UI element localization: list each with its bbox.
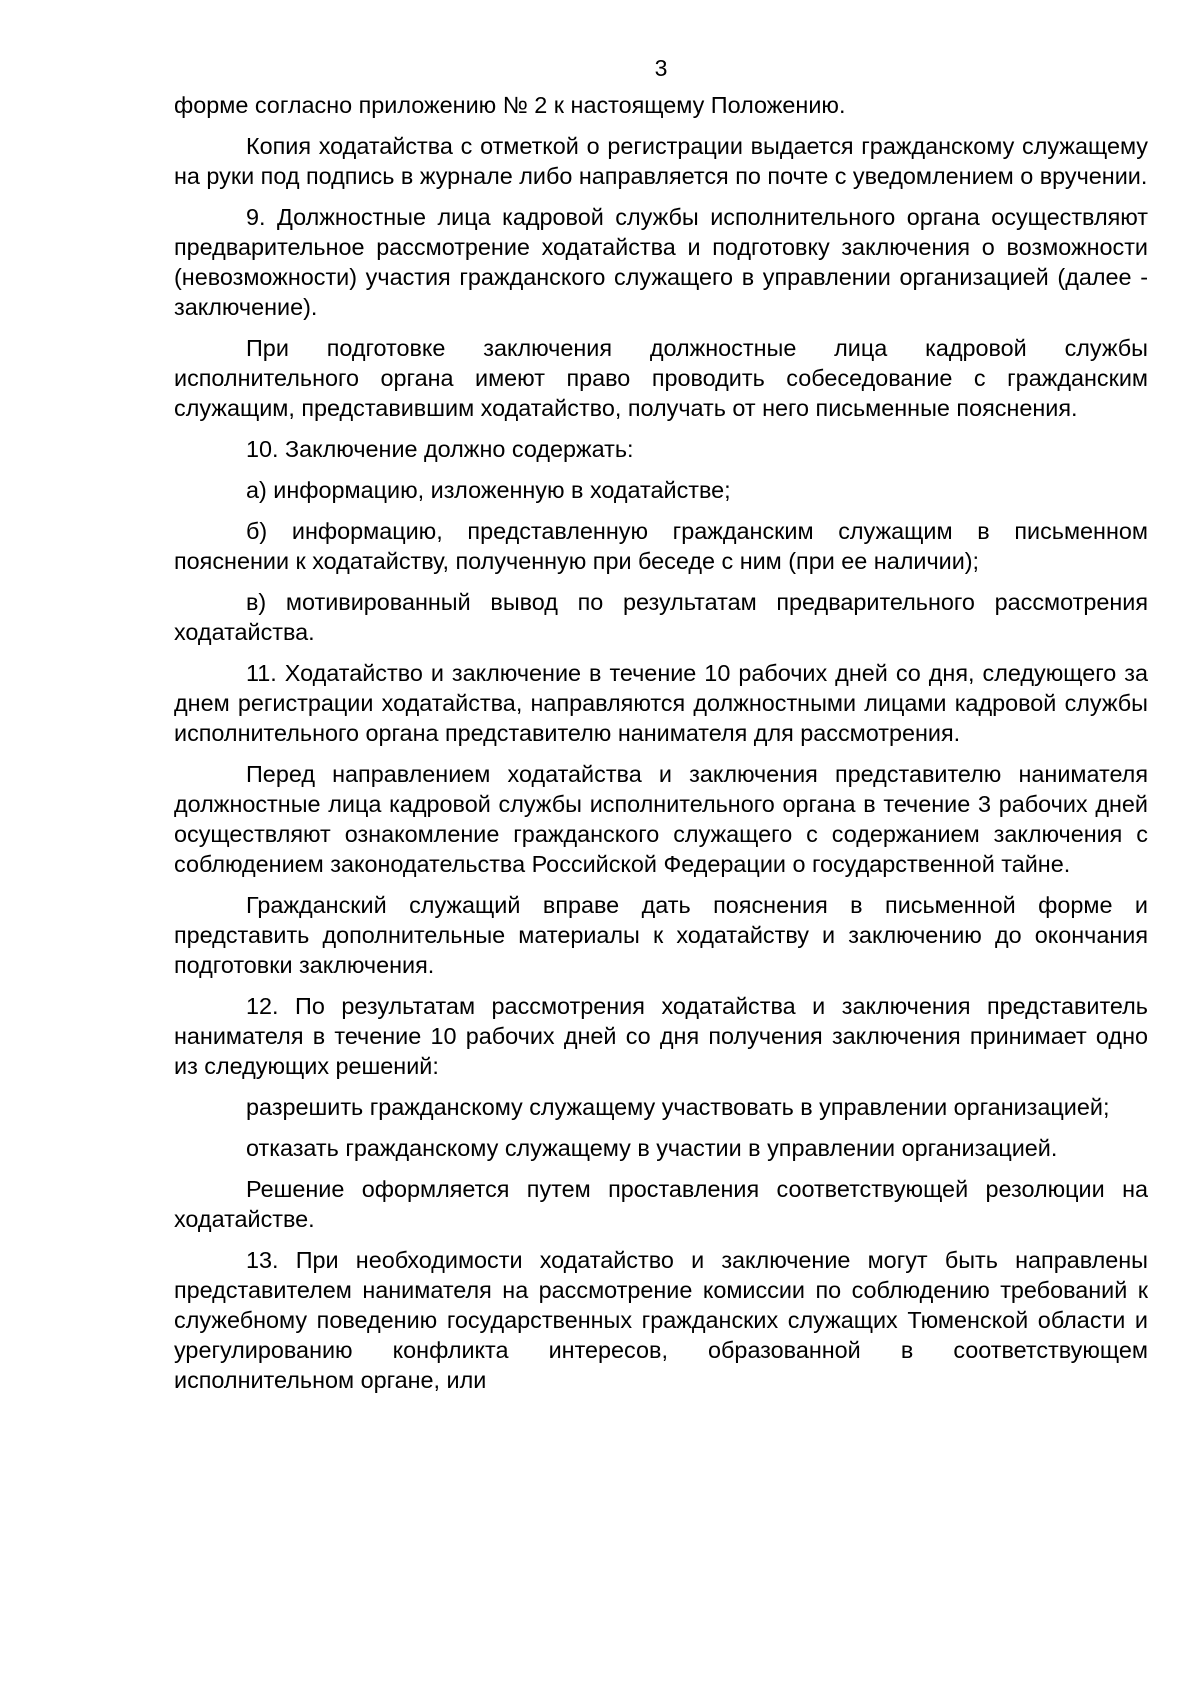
paragraph-copy-issuance: Копия ходатайства с отметкой о регистрации выдается гражданскому служащему на руки под подпись в журнале либо направляется по почте с уведомлением о вручении.	[174, 133, 1148, 189]
paragraph-item-9: 9. Должностные лица кадровой службы исполнительного органа осуществляют предварительное рассмотрение ходатайства и подготовку заключения о возможности (невозможности) участия гражданского служащего в управлении организацией (далее - заключение).	[174, 204, 1148, 320]
paragraph-decision-refuse: отказать гражданскому служащему в участии в управлении организацией.	[246, 1135, 1058, 1161]
paragraph-item-10b: б) информацию, представленную гражданским служащим в письменном пояснении к ходатайству, полученную при беседе с ним (при ее наличии);	[174, 518, 1148, 574]
paragraph-resolution: Решение оформляется путем проставления соответствующей резолюции на ходатайстве.	[174, 1176, 1148, 1232]
paragraph-item-12: 12. По результатам рассмотрения ходатайства и заключения представитель нанимателя в течение 10 рабочих дней со дня получения заключения принимает одно из следующих решений:	[174, 993, 1148, 1079]
paragraph-continuation: форме согласно приложению № 2 к настоящему Положению.	[174, 92, 846, 118]
paragraph-item-13: 13. При необходимости ходатайство и заключение могут быть направлены представителем нанимателя на рассмотрение комиссии по соблюдению требований к служебному поведению государственных гражданских служащих Тюменской области и урегулированию конфликта интересов, образованной в соответствующем исполнительном органе, или	[174, 1247, 1148, 1393]
paragraph-interview-right: При подготовке заключения должностные лица кадровой службы исполнительного органа имеют право проводить собеседование с гражданским служащим, представившим ходатайство, получать от него письменные пояснения.	[174, 335, 1148, 421]
paragraph-item-11: 11. Ходатайство и заключение в течение 10 рабочих дней со дня, следующего за днем регистрации ходатайства, направляются должностными лицами кадровой службы исполнительного органа представителю нанимателя для рассмотрения.	[174, 660, 1148, 746]
paragraph-explanations: Гражданский служащий вправе дать пояснения в письменной форме и представить дополнительные материалы к ходатайству и заключению до окончания подготовки заключения.	[174, 892, 1148, 978]
document-page	[174, 54, 1148, 1406]
paragraph-familiarization: Перед направлением ходатайства и заключения представителю нанимателя должностные лица кадровой службы исполнительного органа в течение 3 рабочих дней осуществляют ознакомление гражданского служащего с содержанием заключения с соблюдением законодательства Российской Федерации о государственной тайне.	[174, 761, 1148, 877]
page-number: 3	[654, 55, 668, 81]
paragraph-item-10: 10. Заключение должно содержать:	[246, 436, 634, 462]
paragraph-decision-allow: разрешить гражданскому служащему участвовать в управлении организацией;	[246, 1094, 1110, 1120]
paragraph-item-10a: а) информацию, изложенную в ходатайстве;	[246, 477, 731, 503]
paragraph-item-10v: в) мотивированный вывод по результатам предварительного рассмотрения ходатайства.	[174, 589, 1148, 645]
